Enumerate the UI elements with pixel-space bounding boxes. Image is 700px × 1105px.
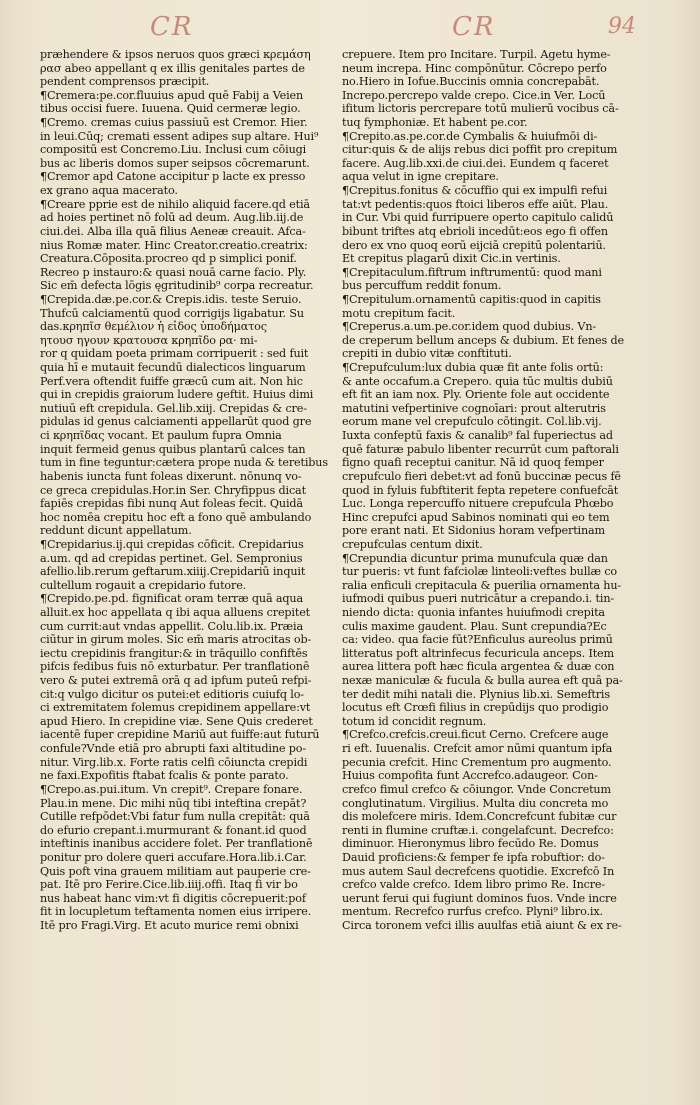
text-line: Circa toronem vefci illis auulfas etiā aiunt & ex re- — [342, 919, 622, 932]
text-line: mentum. Recrefco rurfus crefco. Plyni⁹ libro.ix. — [342, 905, 603, 919]
text-line: quē faturæ pabulo libenter recurrūt cum paftorali — [342, 442, 619, 456]
text-line: ¶Creperus.a.um.pe.cor.idem quod dubius. Vn- — [342, 320, 597, 334]
text-line: a.um. qd ad crepidas pertinet. Gel. Sempronius — [40, 551, 303, 565]
text-line: motu crepitum facit. — [342, 306, 456, 320]
text-line: qui in crepidis graiorum ludere geftit. Huius dimi — [40, 388, 314, 402]
text-line: Cutille refpōdet:Vbi fatur fum nulla crepitāt: quā — [40, 810, 310, 824]
text-line: ralia enficuli crepitacula & puerilia ornamenta hu- — [342, 578, 622, 592]
text-line: diminuor. Hieronymus libro fecūdo Re. Domus — [342, 837, 599, 851]
text-line: Perf.vera oftendit fuiffe græcū cum ait. Non hic — [40, 374, 303, 388]
text-line: ex grano aqua macerato. — [40, 184, 178, 198]
text-line: ifitum lictoris percrepare totū mulierū vocibus cā- — [342, 102, 619, 116]
text-line: ce greca crepidulas.Hor.in Ser. Chryfippus dicat — [40, 483, 306, 497]
text-line: bibunt triftes atq ebrioli incedūt:eos ego fi offen — [342, 224, 608, 238]
text-line: das.κρηπῖσ θεμέλιον ἡ εἶδος ὑποδήματος — [40, 320, 267, 334]
text-line: ¶Crepidarius.ij.qui crepidas cōficit. Crepidarius — [40, 537, 304, 551]
text-line: crepufculas centum dixit. — [342, 537, 483, 551]
text-line: eorum mane vel crepufculo cōtingit. Col.lib.vij. — [342, 415, 602, 429]
text-line: & ante occafum.a Crepero. quia tūc multis dubiū — [342, 374, 613, 388]
text-line: de creperum bellum anceps & dubium. Et fenes de — [342, 333, 624, 347]
text-line: pidulas id genus calciamenti appellarūt quod gre — [40, 415, 312, 429]
text-line: pore erant nati. Et Sidonius horam vefpertinam — [342, 524, 606, 538]
text-line: ¶Crepida.dæ.pe.cor.& Crepis.idis. teste Seruio. — [40, 292, 302, 306]
text-line: Quis poft vina grauem militiam aut pauperie cre- — [40, 864, 311, 878]
text-column-left — [40, 48, 338, 933]
text-line: cultellum rogauit a crepidario futore. — [40, 578, 247, 592]
text-line: Dauid proficiens:& femper fe ipfa robuftior: do- — [342, 850, 605, 864]
text-line: ¶Crefco.crefcis.creui.ficut Cerno. Crefcere auge — [342, 728, 609, 742]
text-line: iufmodi quibus pueri nutricātur a crepando.i. tin- — [342, 592, 615, 606]
text-line: compositū est Concremo.Liu. Inclusi cum cōiugi — [40, 143, 307, 157]
text-line: crefco fimul crefco & cōiungor. Vnde Concretum — [342, 782, 611, 796]
text-line: reddunt dicunt appellatum. — [40, 524, 192, 538]
text-line: tur pueris: vt funt fafciolæ linteoli:veftes bullæ co — [342, 565, 618, 579]
text-line: niendo dicta: quonia infantes huiufmodi crepita — [342, 605, 605, 619]
text-line: Thufcū calciamentū quod corrigijs ligabatur. Su — [40, 306, 304, 320]
text-line: in leui.Cūq; cremati essent adipes sup altare. Hui⁹ — [40, 129, 319, 143]
text-line: matutini vefpertinive cognoīari: prout alterutris — [342, 401, 606, 415]
text-line: citur:quis & de alijs rebus dici poffit pro crepitum — [342, 143, 618, 157]
text-line: ¶Crepufculum:lux dubia quæ fit ante folis ortū: — [342, 361, 604, 375]
text-line: vero & putei extremā orā q ad ipfum puteū refpi- — [40, 674, 312, 688]
text-line: ¶Crepido.pe.pd. fignificat oram terræ quā aqua — [40, 592, 303, 606]
text-line: nus habeat hanc vim:vt fi digitis cōcrepuerit:pof — [40, 891, 306, 905]
text-line: ne faxi.Expofitis ftabat fcalis & ponte parato. — [40, 769, 289, 783]
text-line: ¶Crepundia dicuntur prima munufcula quæ dan — [342, 551, 608, 565]
text-line: ¶Cremo. cremas cuius passiuū est Cremor. Hier. — [40, 116, 308, 130]
text-line: tuq fymphoniæ. Et habent pe.cor. — [342, 116, 528, 130]
text-line: alluit.ex hoc appellata q ibi aqua alluens crepitet — [40, 605, 311, 619]
text-line: inteftinis inanibus accidere folet. Per tranflationē — [40, 837, 313, 851]
text-line: nutiuū eft crepidula. Gel.lib.xiij. Crepidas & cre- — [40, 401, 307, 415]
text-line: figno quafi receptui canitur. Nā id quoq femper — [342, 456, 604, 470]
text-line: cum currit:aut vndas appellit. Colu.lib.ix. Præia — [40, 619, 303, 633]
text-line: confule?Vnde etiā pro abrupti faxi altitudine po- — [40, 742, 306, 756]
text-line: iectu crepidinis frangitur:& in trāquillo confiftēs — [40, 646, 308, 660]
text-line: crepufculo fieri debet:vt ad fonū buccinæ pecus fē — [342, 469, 621, 483]
text-line: nexæ maniculæ & fucula & bulla aurea eft quā pa- — [342, 674, 623, 688]
text-line: in Cur. Vbi quid furripuere operto capitulo calidū — [342, 211, 614, 225]
text-line: fit in locupletum teftamenta nomen eius irripere. — [40, 905, 312, 919]
text-line: crepiti in dubio vitæ conftituti. — [342, 347, 512, 361]
text-line: ci κρηπῖδας vocant. Et paulum fupra Omnia — [40, 429, 282, 443]
text-line: crepuere. Item pro Incitare. Turpil. Agetu hyme- — [342, 48, 611, 61]
text-line: ror q quidam poeta primam corripuerit : sed fuit — [40, 347, 309, 361]
text-line: tibus occisi fuere. Iuuena. Quid cermeræ legio. — [40, 102, 301, 116]
text-line: no.Hiero in Iofue.Buccinis omnia concrepabāt. — [342, 75, 600, 89]
text-line: conglutinatum. Virgilius. Multa diu concreta mo — [342, 796, 609, 810]
text-line: nitur. Virg.lib.x. Forte ratis celfi cōiuncta crepidi — [40, 755, 308, 769]
text-line: ητουσ ηγουν κρατουσα κρηπῖδο ρα· mi- — [40, 333, 258, 347]
text-line: Creatura.Cōposita.procreo qd p simplici ponif. — [40, 252, 297, 266]
text-line: locutus eft Crœfi filius in crepūdijs quo prodigio — [342, 701, 609, 715]
text-line: ¶Crepo.as.pui.itum. Vn crepit⁹. Crepare fonare. — [40, 782, 303, 796]
text-line: Increpo.percrepo valde crepo. Cice.in Ver. Locū — [342, 88, 606, 102]
text-line: Plau.in mene. Dic mihi nūq tibi inteftina crepāt? — [40, 796, 307, 810]
text-line: do efurio crepant.i.murmurant & fonant.id quod — [40, 823, 307, 837]
text-line: nius Romæ mater. Hinc Creator.creatio.creatrix: — [40, 238, 308, 252]
text-line: ¶Crepito.as.pe.cor.de Cymbalis & huiufmōi di- — [342, 129, 598, 143]
text-line: Iuxta confeptū faxis & canalib⁹ fal fuperiectus ad — [342, 429, 613, 443]
text-line: aurea littera poft hæc ficula argentea & duæ con — [342, 660, 615, 674]
text-line: neum increpa. Hinc compōnūtur. Cōcrepo perfo — [342, 61, 607, 75]
text-line: facere. Aug.lib.xxi.de ciui.dei. Eundem q faceret — [342, 156, 609, 170]
text-line: fapiēs crepidas fibi nunq Aut foleas fecit. Quidā — [40, 497, 303, 511]
text-line: Itē pro Fragi.Virg. Et acuto murice remi obnixi — [40, 919, 299, 932]
text-line: pendent comprensos præcipit. — [40, 75, 210, 89]
folio-number: 94 — [608, 14, 636, 39]
text-line: ¶Creare pprie est de nihilo aliquid facere.qd etiā — [40, 197, 310, 211]
handwritten-mark-left: CR — [150, 12, 194, 42]
handwritten-mark-center: CR — [452, 12, 496, 42]
text-column-right — [342, 48, 642, 933]
text-line: quia hī e mutauit fecundū dialecticos linguarum — [40, 361, 306, 375]
text-line: eft fit an iam nox. Ply. Oriente fole aut occidente — [342, 388, 610, 402]
text-line: cit:q vulgo dicitur os putei:et editioris cuiufq lo- — [40, 687, 304, 701]
text-line: ponitur pro dolere queri accufare.Hora.lib.i.Car. — [40, 850, 307, 864]
text-line: afellio.lib.rerum geftarum.xiiij.Crepidariū inquit — [40, 565, 306, 579]
text-line: culis maxime gaudent. Plau. Sunt crepundia?Ec — [342, 619, 607, 633]
text-line: iacentē fuper crepidine Mariū aut fuiffe:aut futurū — [40, 728, 320, 742]
text-line: totum id concidit regnum. — [342, 714, 487, 728]
text-line: Huius compofita funt Accrefco.adaugeor. Con- — [342, 769, 598, 783]
text-line: ¶Cremera:pe.cor.fluuius apud quē Fabij a Veien — [40, 88, 304, 102]
text-line: pifcis fedibus fuis nō exturbatur. Per tranflationē — [40, 660, 310, 674]
text-line: hoc nomēa crepitu hoc eft a fono quē ambulando — [40, 510, 312, 524]
text-line: dero ex vno quoq eorū eijciā crepitū polentariū. — [342, 238, 606, 252]
text-line: ciūtur in girum moles. Sic em̄ maris atrocitas ob- — [40, 633, 312, 647]
text-line: mus autem Saul decrefcens quotidie. Excrefcō In — [342, 864, 615, 878]
text-line: Hinc crepufci apud Sabinos nominati qui eo tem — [342, 510, 610, 524]
text-line: tat:vt pedentis:quos ftoici liberos effe aiūt. Plau. — [342, 197, 609, 211]
text-line: bus percuffum reddit fonum. — [342, 279, 502, 293]
text-line: dis molefcere miris. Idem.Concrefcunt fubitæ cur — [342, 810, 617, 824]
text-line: litteratus poft altrinfecus fecuricula anceps. Item — [342, 646, 614, 660]
text-line: Et crepitus plagarū dixit Cic.in vertinis. — [342, 252, 561, 266]
text-line: Sic em̄ defecta lōgis ęgritudinib⁹ corpa recreatur. — [40, 279, 314, 293]
text-line: aqua velut in igne crepitare. — [342, 170, 499, 184]
text-line: uerunt ferui qui fugiunt dominos fuos. Vnde incre — [342, 891, 617, 905]
text-line: ca: video. qua facie fūt?Enficulus aureolus primū — [342, 633, 613, 647]
text-line: ci extremitatem folemus crepidinem appellare:vt — [40, 701, 311, 715]
text-line: Luc. Longa repercuffo nituere crepufcula Phœbo — [342, 497, 614, 511]
text-line: quod in fyluis fubftiterit fepta repetere confuefcāt — [342, 483, 619, 497]
text-line: pecunia crefcit. Hinc Crementum pro augmento. — [342, 755, 612, 769]
text-line: renti in flumine cruftæ.i. congelafcunt. Decrefco: — [342, 823, 614, 837]
text-line: præhendere & ipsos neruos quos græci κρεμάση — [40, 48, 311, 61]
text-line: ¶Crepitulum.ornamentū capitis:quod in capitis — [342, 292, 601, 306]
text-line: ciui.dei. Alba illa quā filius Aeneæ creauit. Afca- — [40, 224, 306, 238]
text-line: ¶Cremor apd Catone accipitur p lacte ex presso — [40, 170, 306, 184]
text-line: tum in fine teguntur:cætera prope nuda & teretibus — [40, 456, 328, 470]
text-line: habenis iuncta funt foleas dixerunt. nōnunq vo- — [40, 469, 302, 483]
text-line: inquit fermeid genus quibus plantarū calces tan — [40, 442, 306, 456]
text-line: apud Hiero. In crepidine viæ. Sene Quis crederet — [40, 714, 313, 728]
text-line: pat. Itē pro Ferire.Cice.lib.iiij.offi. Itaq fi vir bo — [40, 878, 298, 892]
text-line: ad hoies pertinet nō folū ad deum. Aug.lib.iij.de — [40, 211, 304, 225]
text-line: crefco valde crefco. Idem libro primo Re. Incre- — [342, 878, 606, 892]
text-line: ¶Crepitaculum.fiftrum inftrumentū: quod mani — [342, 265, 602, 279]
text-line: ri eft. Iuuenalis. Crefcit amor nūmi quantum ipfa — [342, 742, 613, 756]
text-line: ter dedit mihi natali die. Plynius lib.xi. Semeftris — [342, 687, 610, 701]
text-line: bus ac liberis domos super seipsos cōcremarunt. — [40, 156, 310, 170]
text-line: ¶Crepitus.fonitus & cōcuffio qui ex impulfi refui — [342, 184, 608, 198]
text-line: Recreo p instauro:& quasi nouā carne facio. Ply. — [40, 265, 307, 279]
text-line: ρασ abeo appellant q ex illis genitales partes de — [40, 61, 305, 75]
